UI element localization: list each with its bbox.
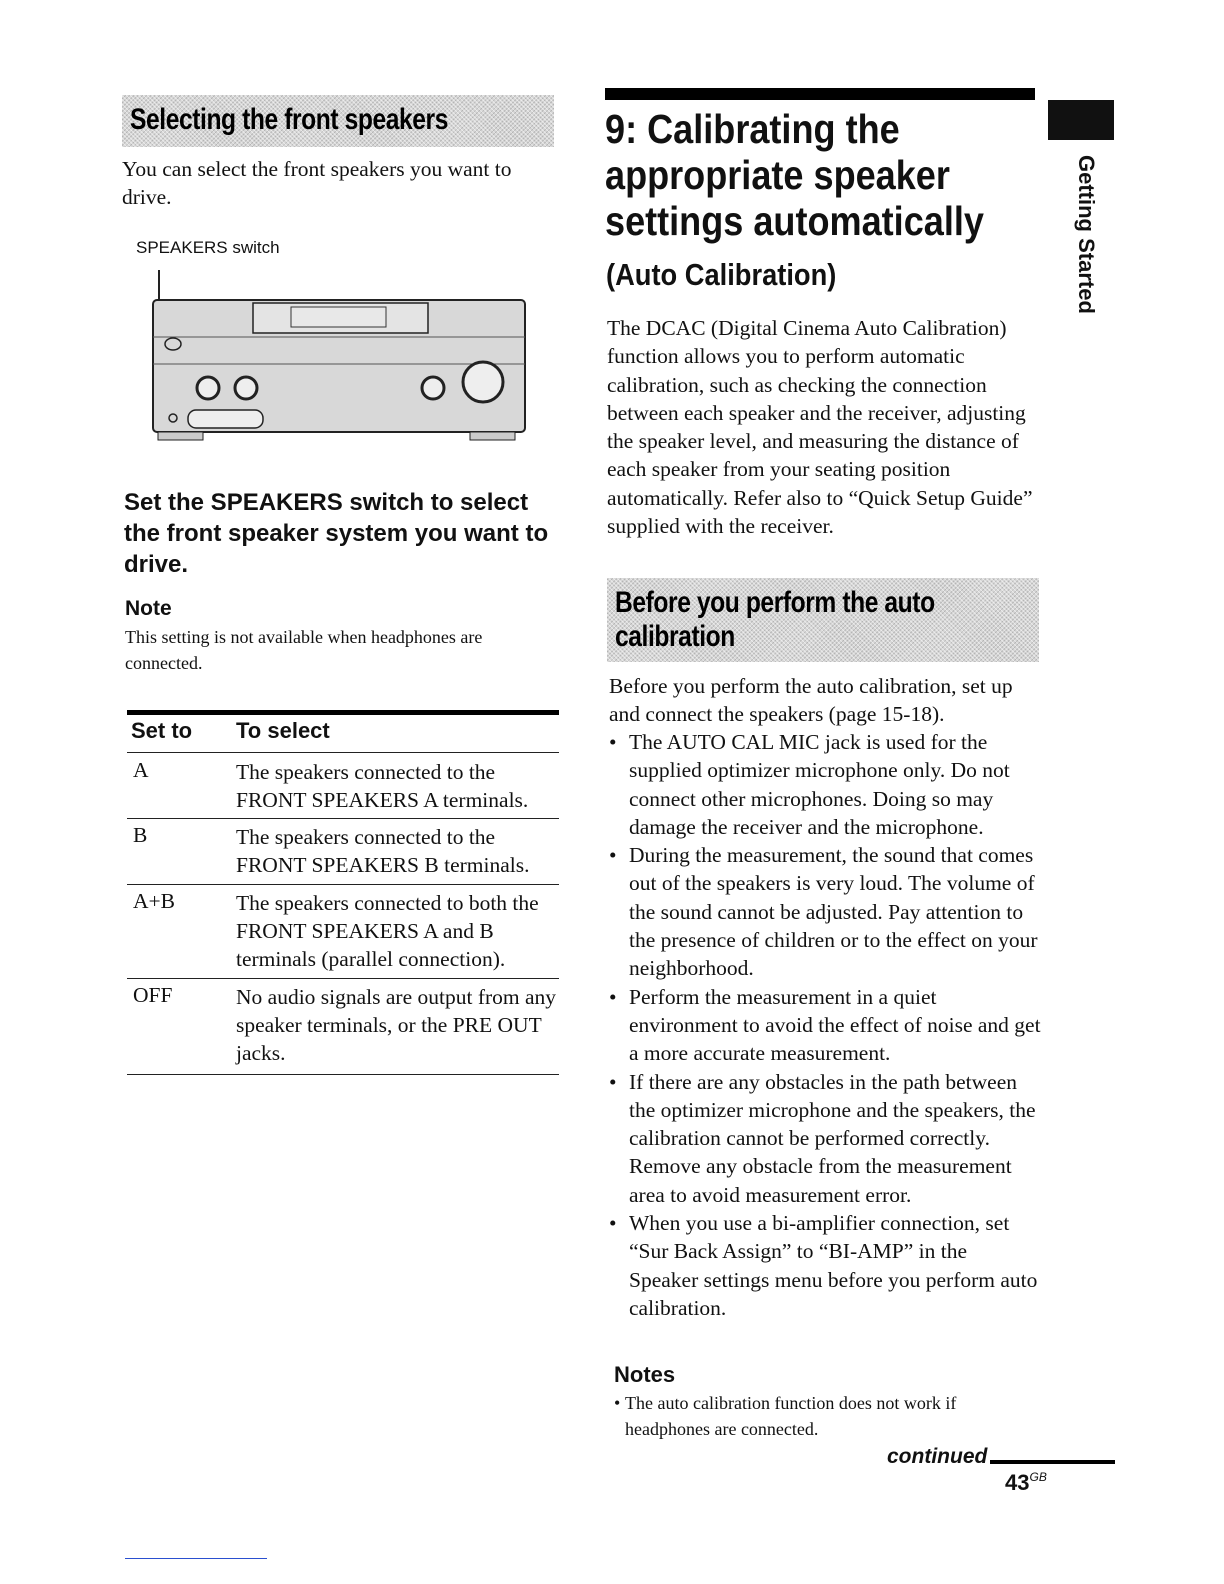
side-tab-marker (1048, 100, 1114, 140)
bullet-item: • Perform the measurement in a quiet environment to avoid the effect of noise and get a more accurate measurement. (609, 983, 1041, 1068)
notes-heading: Notes (614, 1362, 676, 1387)
continued-rule (990, 1460, 1115, 1464)
bullet-item: • During the measurement, the sound that comes out of the speakers is very loud. The volume of the sound cannot be adjusted. Pay attention to the presence of children or to the effect on your neighborhood. (609, 841, 1041, 982)
page-number-suffix: GB (1029, 1470, 1047, 1484)
receiver-illustration (148, 270, 528, 460)
table-cell-select: No audio signals are output from any speaker terminals, or the PRE OUT jacks. (236, 985, 557, 1065)
section-heading-bar (607, 578, 1039, 662)
table-header-to-select: To select (236, 718, 330, 743)
table-row (127, 818, 559, 885)
side-tab-label: Getting Started (1074, 155, 1099, 314)
table-header-set-to: Set to (131, 718, 193, 743)
page-number (1005, 1470, 1047, 1496)
chapter-title-line: appropriate speaker (605, 152, 950, 198)
notes-list (614, 1390, 1024, 1442)
note-item: • The auto calibration function does not work if headphones are connected. (614, 1390, 1024, 1442)
section-heading-bar (122, 95, 554, 147)
intro-text: You can select the front speakers you want to drive. (122, 157, 512, 210)
table-cell-select: The speakers connected to both the FRONT SPEAKERS A and B terminals (parallel connection). (236, 891, 539, 971)
table-cell-set: OFF (133, 983, 173, 1007)
bullet-item: • The AUTO CAL MIC jack is used for the supplied optimizer microphone only. Do not connect other microphones. Doing so may damage the receiver and the microphone. (609, 728, 1041, 841)
table-row (127, 884, 559, 979)
table-row (127, 752, 559, 819)
note-text: This setting is not available when headphones are connected. (125, 627, 483, 673)
chapter-title-line: settings automatically (605, 198, 984, 244)
section-heading-line: calibration (615, 620, 735, 653)
section-intro: Before you perform the auto calibration, set up and connect the speakers (page 15-18). (609, 674, 1013, 727)
table-cell-set: B (133, 823, 148, 847)
bullet-item: • When you use a bi-amplifier connection, set “Sur Back Assign” to “BI-AMP” in the Speaker settings menu before you perform auto calibration. (609, 1209, 1041, 1322)
page-number-value: 43 (1005, 1470, 1030, 1495)
chapter-subtitle: (Auto Calibration) (606, 257, 837, 292)
bottom-rule (125, 1558, 267, 1559)
figure-label: SPEAKERS switch (136, 238, 280, 257)
table-cell-set: A+B (133, 889, 175, 913)
bullet-list (609, 728, 1041, 1322)
table-cell-set: A (133, 758, 149, 782)
table-cell-select: The speakers connected to the FRONT SPEAKERS A terminals. (236, 760, 529, 812)
instruction-heading: Set the SPEAKERS switch to select the front speaker system you want to drive. (124, 489, 549, 578)
note-heading: Note (125, 597, 172, 620)
intro-text: The DCAC (Digital Cinema Auto Calibration) function allows you to perform automatic calibration, such as checking the connection between each speaker and the receiver, adjusting the speaker level, and measuring the distance of each speaker from your seating position automatically. Refer also to “Quick Setup Guide” supplied with the receiver. (607, 316, 1033, 539)
continued-label: continued (887, 1445, 988, 1468)
table-top-rule (127, 710, 559, 715)
chapter-title-line: 9: Calibrating the (605, 106, 900, 152)
table-row (127, 978, 559, 1075)
bullet-item: • If there are any obstacles in the path between the optimizer microphone and the speakers, the calibration cannot be performed correctly. Remove any obstacle from the measurement area to avoid measurement error. (609, 1068, 1041, 1209)
section-heading: Selecting the front speakers (130, 103, 448, 136)
table-cell-select: The speakers connected to the FRONT SPEAKERS B terminals. (236, 825, 530, 877)
section-heading-line: Before you perform the auto (615, 586, 935, 619)
title-rule (605, 88, 1035, 100)
